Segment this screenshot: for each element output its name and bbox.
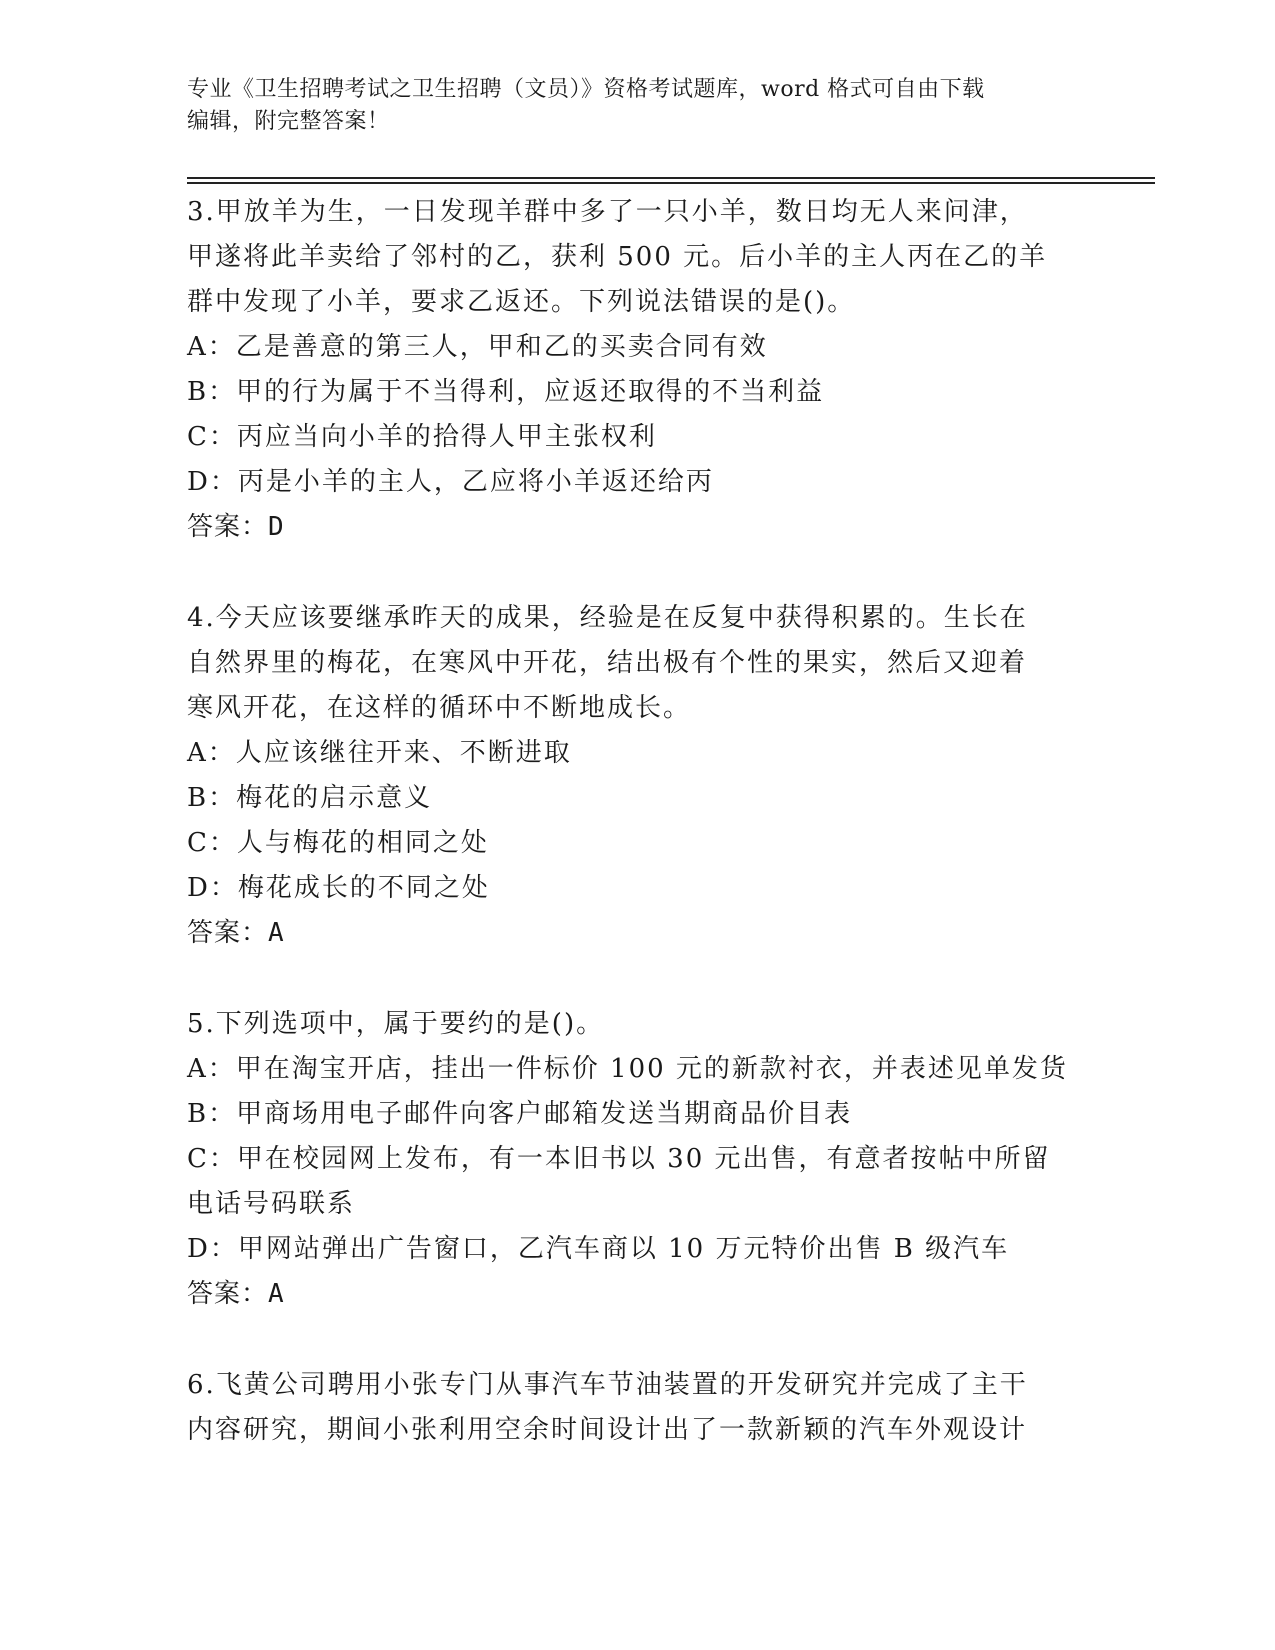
question-3 xyxy=(187,190,1087,550)
option-b: B：甲的行为属于不当得利，应返还取得的不当利益 xyxy=(187,377,825,407)
answer-label: 答案： xyxy=(187,918,269,948)
answer-value: A xyxy=(268,918,285,948)
header-line-1: 专业《卫生招聘考试之卫生招聘（文员）》资格考试题库，word 格式可自由下载 xyxy=(187,77,985,102)
option-d: D：丙是小羊的主人，乙应将小羊返还给丙 xyxy=(187,467,714,497)
header-divider-bottom xyxy=(187,182,1155,184)
option-a: A：人应该继往开来、不断进取 xyxy=(187,738,572,768)
answer-line xyxy=(187,1272,1087,1317)
answer-value: A xyxy=(268,1279,285,1309)
question-stem: 5.下列选项中，属于要约的是()。 xyxy=(187,1009,605,1039)
question-stem: 6.飞黄公司聘用小张专门从事汽车节油装置的开发研究并完成了主干 内容研究，期间小张利用空余时间设计出了一款新颖的汽车外观设计 xyxy=(187,1370,1028,1445)
header-divider-top xyxy=(187,177,1155,179)
option-c: C：丙应当向小羊的拾得人甲主张权利 xyxy=(187,422,657,452)
question-6 xyxy=(187,1363,1087,1453)
answer-label: 答案： xyxy=(187,1279,269,1309)
header-line-2: 编辑，附完整答案！ xyxy=(187,109,390,134)
option-a: A：甲在淘宝开店，挂出一件标价 100 元的新款衬衣，并表述见单发货 xyxy=(187,1054,1068,1084)
document-header xyxy=(187,74,1087,138)
question-stem: 4.今天应该要继承昨天的成果，经验是在反复中获得积累的。生长在 自然界里的梅花，在寒风中开花，结出极有个性的果实，然后又迎着 寒风开花，在这样的循环中不断地成长。 xyxy=(187,603,1028,723)
question-5 xyxy=(187,1002,1087,1317)
option-d: D：梅花成长的不同之处 xyxy=(187,873,490,903)
option-b: B：梅花的启示意义 xyxy=(187,783,433,813)
answer-label: 答案： xyxy=(187,512,269,542)
option-b: B：甲商场用电子邮件向客户邮箱发送当期商品价目表 xyxy=(187,1099,853,1129)
answer-line xyxy=(187,911,1087,956)
question-stem: 3.甲放羊为生，一日发现羊群中多了一只小羊，数日均无人来问津， 甲遂将此羊卖给了邻村的乙，获利 500 元。后小羊的主人丙在乙的羊 群中发现了小羊，要求乙返还。下列说法错误的是()。 xyxy=(187,197,1048,317)
option-c: C：甲在校园网上发布，有一本旧书以 30 元出售，有意者按帖中所留 电话号码联系 xyxy=(187,1144,1051,1219)
answer-value: D xyxy=(268,512,285,542)
option-c: C：人与梅花的相同之处 xyxy=(187,828,489,858)
option-d: D：甲网站弹出广告窗口，乙汽车商以 10 万元特价出售 B 级汽车 xyxy=(187,1234,1010,1264)
question-4 xyxy=(187,596,1087,956)
question-list xyxy=(187,190,1087,1499)
option-a: A：乙是善意的第三人，甲和乙的买卖合同有效 xyxy=(187,332,768,362)
answer-line xyxy=(187,505,1087,550)
